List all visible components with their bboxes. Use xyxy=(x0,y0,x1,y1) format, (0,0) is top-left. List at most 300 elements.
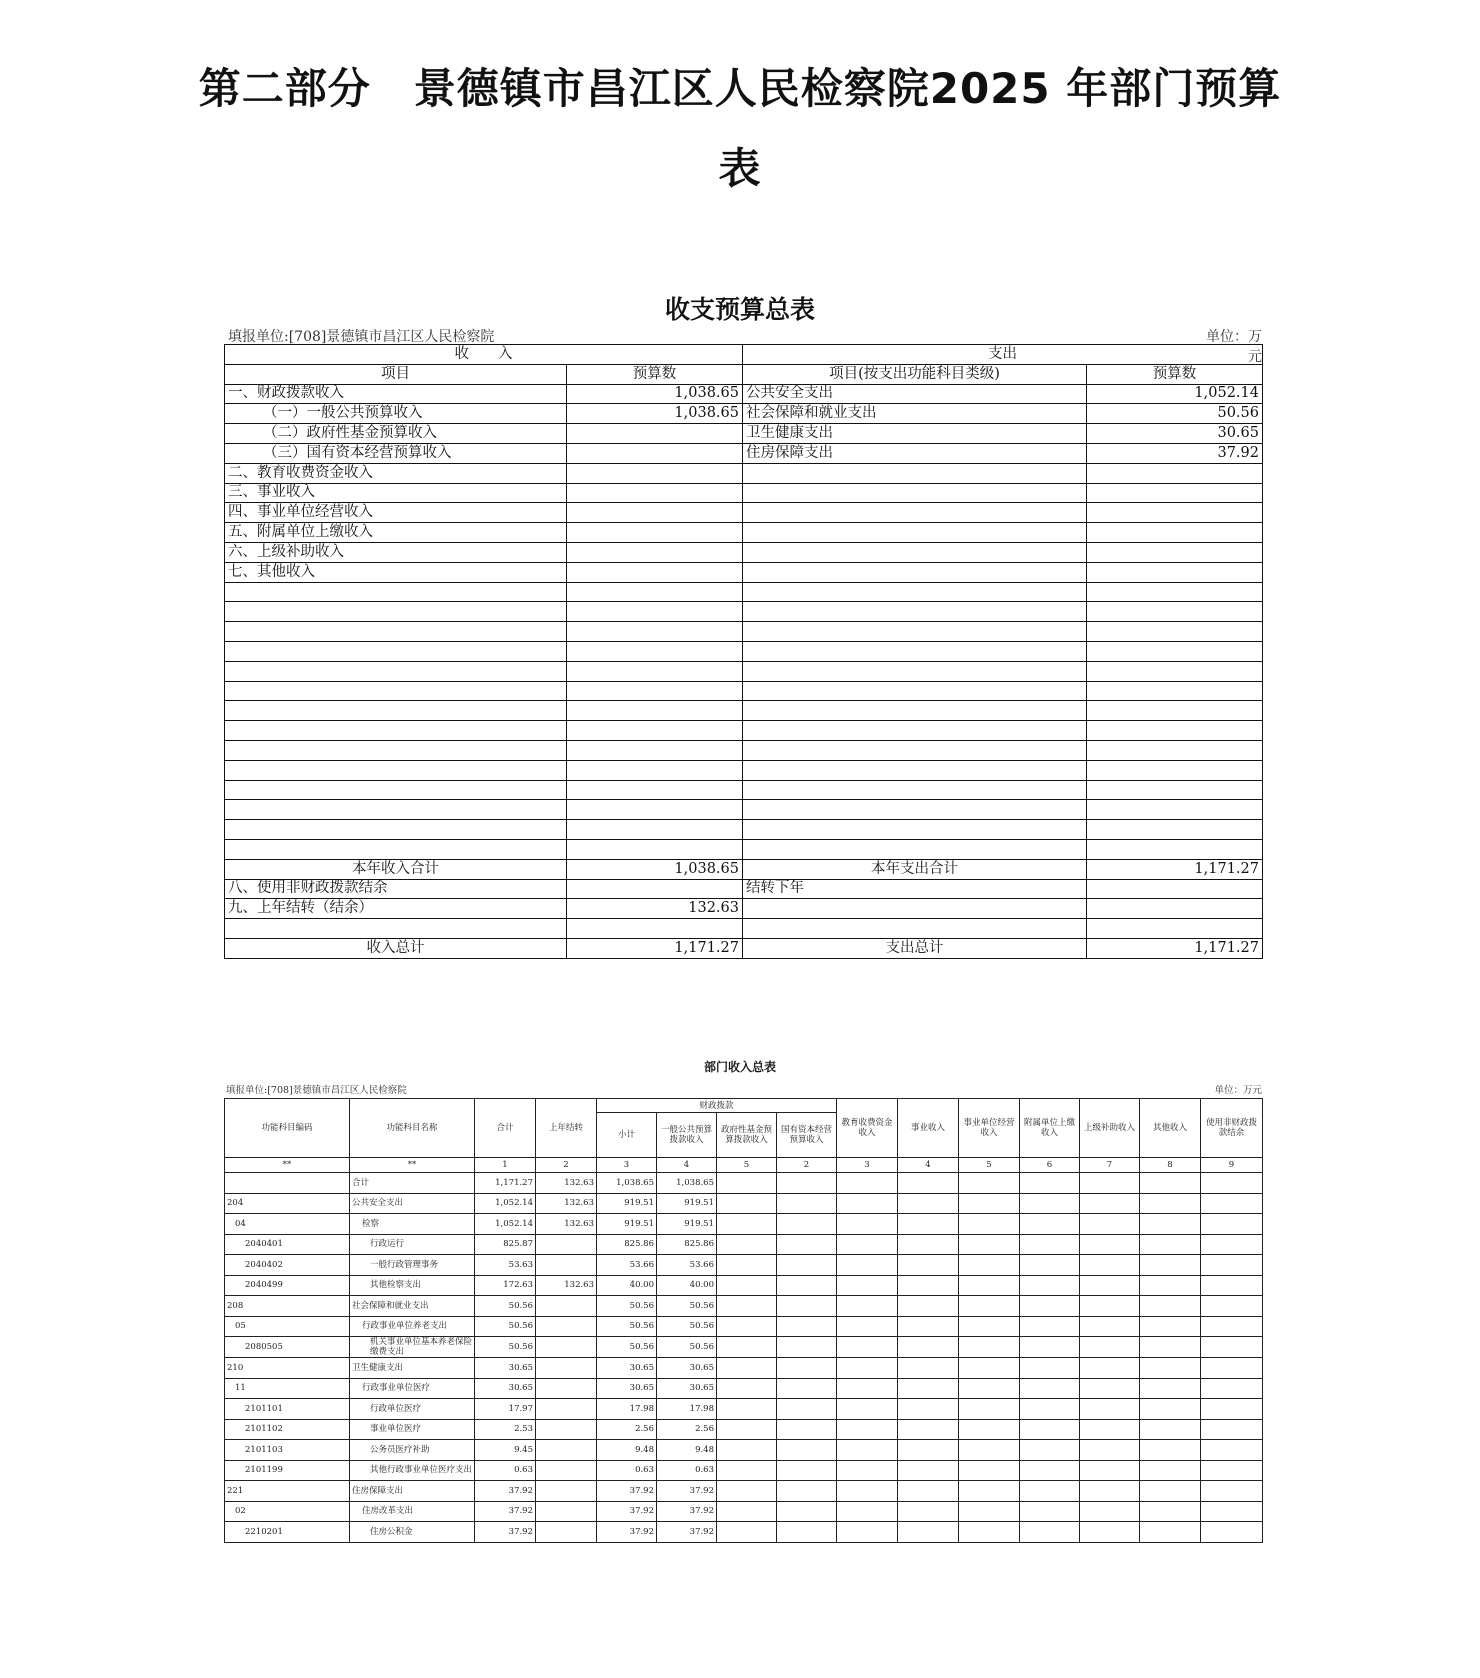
function-name: 其他行政事业单位医疗支出 xyxy=(350,1460,475,1481)
empty-cell xyxy=(1201,1255,1263,1276)
empty-cell xyxy=(225,582,567,602)
general-value: 37.92 xyxy=(657,1481,717,1502)
income-value xyxy=(567,503,743,523)
empty-cell xyxy=(898,1193,959,1214)
total-value: 17.97 xyxy=(475,1399,536,1420)
row8-expense: 结转下年 xyxy=(743,879,1087,899)
empty-cell xyxy=(777,1316,837,1337)
column-index: 2 xyxy=(536,1158,597,1173)
carryover-value: 132.63 xyxy=(536,1173,597,1194)
subtotal-value: 9.48 xyxy=(597,1440,657,1461)
table-row xyxy=(225,701,1263,721)
function-name: 行政事业单位医疗 xyxy=(350,1378,475,1399)
table-row xyxy=(225,820,1263,840)
table-row xyxy=(225,1419,1263,1440)
empty-cell xyxy=(1201,1173,1263,1194)
total-expense-value: 1,171.27 xyxy=(1087,859,1263,879)
empty-cell xyxy=(1087,661,1263,681)
subtotal-value: 37.92 xyxy=(597,1522,657,1543)
empty-cell xyxy=(959,1193,1020,1214)
empty-cell xyxy=(1080,1378,1140,1399)
row9-label: 九、上年结转（结余） xyxy=(225,899,567,919)
empty-cell xyxy=(959,1419,1020,1440)
unit-label: 单位：万元 xyxy=(1206,329,1262,365)
empty-cell xyxy=(567,582,743,602)
empty-cell xyxy=(1201,1399,1263,1420)
table-row xyxy=(225,740,1263,760)
empty-cell xyxy=(1087,740,1263,760)
general-value: 50.56 xyxy=(657,1337,717,1358)
income-item: （三）国有资本经营预算收入 xyxy=(225,443,567,463)
column-index: 3 xyxy=(837,1158,898,1173)
general-value: 825.86 xyxy=(657,1234,717,1255)
carryover-value xyxy=(536,1460,597,1481)
empty-cell xyxy=(743,701,1087,721)
function-name: 行政事业单位养老支出 xyxy=(350,1316,475,1337)
table-row xyxy=(225,760,1263,780)
total-value: 825.87 xyxy=(475,1234,536,1255)
empty-cell xyxy=(837,1501,898,1522)
total-value: 37.92 xyxy=(475,1501,536,1522)
empty-cell xyxy=(1201,1337,1263,1358)
row8-exp-value xyxy=(1087,879,1263,899)
empty-cell xyxy=(567,681,743,701)
subtotal-value: 30.65 xyxy=(597,1378,657,1399)
empty-cell xyxy=(1087,800,1263,820)
empty-cell xyxy=(1087,780,1263,800)
carryover-value xyxy=(536,1316,597,1337)
column-index: 4 xyxy=(898,1158,959,1173)
empty-cell xyxy=(1140,1234,1201,1255)
empty-cell xyxy=(567,919,743,939)
general-value: 50.56 xyxy=(657,1296,717,1317)
total-income-label: 本年收入合计 xyxy=(225,859,567,879)
empty-cell xyxy=(1201,1378,1263,1399)
empty-cell xyxy=(1201,1316,1263,1337)
empty-cell xyxy=(567,780,743,800)
empty-cell xyxy=(837,1337,898,1358)
general-value: 53.66 xyxy=(657,1255,717,1276)
expense-header: 支出 xyxy=(743,345,1263,365)
empty-cell xyxy=(567,740,743,760)
empty-cell xyxy=(1080,1522,1140,1543)
column-index: 8 xyxy=(1140,1158,1201,1173)
empty-cell xyxy=(717,1214,777,1235)
total-value: 172.63 xyxy=(475,1275,536,1296)
empty-cell xyxy=(1140,1440,1201,1461)
empty-cell xyxy=(717,1173,777,1194)
header-carryover: 上年结转 xyxy=(536,1099,597,1158)
function-code: 04 xyxy=(225,1214,350,1235)
empty-cell xyxy=(959,1399,1020,1420)
income-value xyxy=(567,542,743,562)
total-value: 1,171.27 xyxy=(475,1173,536,1194)
expense-item xyxy=(743,483,1087,503)
table-row xyxy=(225,582,1263,602)
empty-cell xyxy=(837,1358,898,1379)
table-row xyxy=(225,523,1263,543)
empty-cell xyxy=(1140,1214,1201,1235)
empty-cell xyxy=(743,582,1087,602)
empty-cell xyxy=(1020,1460,1080,1481)
general-value: 919.51 xyxy=(657,1214,717,1235)
header-nonfiscal: 使用非财政拨款结余 xyxy=(1201,1099,1263,1158)
carryover-value xyxy=(536,1481,597,1502)
empty-cell xyxy=(1087,622,1263,642)
empty-cell xyxy=(1201,1214,1263,1235)
unit-label-2: 单位：万元 xyxy=(1214,1085,1262,1096)
table-row xyxy=(225,641,1263,661)
total-value: 0.63 xyxy=(475,1460,536,1481)
empty-cell xyxy=(1140,1358,1201,1379)
empty-cell xyxy=(1087,582,1263,602)
empty-cell xyxy=(717,1419,777,1440)
empty-cell xyxy=(1020,1440,1080,1461)
income-value xyxy=(567,483,743,503)
empty-cell xyxy=(567,839,743,859)
empty-cell xyxy=(1020,1255,1080,1276)
empty-cell xyxy=(225,740,567,760)
header-other: 其他收入 xyxy=(1140,1099,1201,1158)
header-affiliated: 附属单位上缴收入 xyxy=(1020,1099,1080,1158)
function-code: 2101102 xyxy=(225,1419,350,1440)
expense-item: 卫生健康支出 xyxy=(743,424,1087,444)
empty-cell xyxy=(777,1481,837,1502)
general-value: 17.98 xyxy=(657,1399,717,1420)
empty-cell xyxy=(1201,1419,1263,1440)
row9-value: 132.63 xyxy=(567,899,743,919)
empty-cell xyxy=(1080,1399,1140,1420)
empty-cell xyxy=(959,1255,1020,1276)
empty-cell xyxy=(898,1481,959,1502)
income-header: 收 入 xyxy=(225,345,743,365)
empty-cell xyxy=(777,1234,837,1255)
function-name: 事业单位医疗 xyxy=(350,1419,475,1440)
empty-cell xyxy=(837,1419,898,1440)
empty-cell xyxy=(1020,1275,1080,1296)
reporting-unit-2: 填报单位:[708]景德镇市昌江区人民检察院 xyxy=(226,1085,407,1096)
income-summary-table xyxy=(224,1098,1263,1543)
table-row xyxy=(225,1522,1263,1543)
function-name: 住房改革支出 xyxy=(350,1501,475,1522)
table-row xyxy=(225,1214,1263,1235)
empty-cell xyxy=(225,701,567,721)
table-row xyxy=(225,879,1263,899)
subtotal-value: 1,038.65 xyxy=(597,1173,657,1194)
expense-value: 1,052.14 xyxy=(1087,384,1263,404)
empty-cell xyxy=(1140,1193,1201,1214)
function-code: 2040499 xyxy=(225,1275,350,1296)
empty-cell xyxy=(959,1378,1020,1399)
expense-value: 30.65 xyxy=(1087,424,1263,444)
empty-cell xyxy=(898,1501,959,1522)
table-row xyxy=(225,1399,1263,1420)
empty-cell xyxy=(837,1440,898,1461)
budget-summary-title: 收支预算总表 xyxy=(664,295,815,324)
empty-cell xyxy=(1087,919,1263,939)
document-title-continued: 表 xyxy=(718,144,762,193)
empty-cell xyxy=(743,839,1087,859)
empty-cell xyxy=(743,820,1087,840)
column-index: 2 xyxy=(777,1158,837,1173)
carryover-value: 132.63 xyxy=(536,1193,597,1214)
empty-cell xyxy=(777,1378,837,1399)
header-name: 功能科目名称 xyxy=(350,1099,475,1158)
empty-cell xyxy=(959,1522,1020,1543)
subtotal-value: 50.56 xyxy=(597,1316,657,1337)
header-superior: 上级补助收入 xyxy=(1080,1099,1140,1158)
income-value xyxy=(567,443,743,463)
carryover-value: 132.63 xyxy=(536,1214,597,1235)
empty-cell xyxy=(225,780,567,800)
empty-cell xyxy=(1201,1275,1263,1296)
expense-item: 社会保障和就业支出 xyxy=(743,404,1087,424)
empty-cell xyxy=(959,1337,1020,1358)
empty-cell xyxy=(898,1419,959,1440)
expense-value xyxy=(1087,503,1263,523)
empty-cell xyxy=(717,1460,777,1481)
empty-cell xyxy=(743,919,1087,939)
empty-cell xyxy=(1140,1460,1201,1481)
carryover-value xyxy=(536,1501,597,1522)
empty-cell xyxy=(898,1460,959,1481)
empty-cell xyxy=(898,1255,959,1276)
expense-item: 住房保障支出 xyxy=(743,443,1087,463)
function-code: 05 xyxy=(225,1316,350,1337)
general-value: 0.63 xyxy=(657,1460,717,1481)
subtotal-value: 919.51 xyxy=(597,1193,657,1214)
function-name: 行政单位医疗 xyxy=(350,1399,475,1420)
table-row xyxy=(225,404,1263,424)
general-value: 37.92 xyxy=(657,1501,717,1522)
function-name: 行政运行 xyxy=(350,1234,475,1255)
empty-cell xyxy=(837,1522,898,1543)
subtotal-value: 40.00 xyxy=(597,1275,657,1296)
total-value: 1,052.14 xyxy=(475,1214,536,1235)
empty-cell xyxy=(1080,1296,1140,1317)
function-name: 机关事业单位基本养老保险缴费支出 xyxy=(350,1337,475,1358)
empty-cell xyxy=(1080,1214,1140,1235)
general-value: 40.00 xyxy=(657,1275,717,1296)
empty-cell xyxy=(1140,1173,1201,1194)
empty-cell xyxy=(717,1378,777,1399)
empty-cell xyxy=(1140,1337,1201,1358)
empty-cell xyxy=(1140,1399,1201,1420)
empty-cell xyxy=(225,800,567,820)
empty-cell xyxy=(777,1193,837,1214)
table-row xyxy=(225,859,1263,879)
general-value: 37.92 xyxy=(657,1522,717,1543)
total-value: 1,052.14 xyxy=(475,1193,536,1214)
empty-cell xyxy=(567,800,743,820)
empty-cell xyxy=(959,1296,1020,1317)
carryover-value xyxy=(536,1337,597,1358)
header-subtotal: 小计 xyxy=(597,1113,657,1158)
empty-cell xyxy=(717,1481,777,1502)
empty-cell xyxy=(1201,1358,1263,1379)
empty-cell xyxy=(1087,602,1263,622)
empty-cell xyxy=(898,1296,959,1317)
function-code: 2080505 xyxy=(225,1337,350,1358)
function-name: 公共安全支出 xyxy=(350,1193,475,1214)
expense-value xyxy=(1087,562,1263,582)
column-index: ** xyxy=(225,1158,350,1173)
empty-cell xyxy=(1140,1501,1201,1522)
income-summary-title: 部门收入总表 xyxy=(703,1060,776,1074)
table-row xyxy=(225,1378,1263,1399)
function-code: 11 xyxy=(225,1378,350,1399)
table-row xyxy=(225,800,1263,820)
empty-cell xyxy=(717,1255,777,1276)
empty-cell xyxy=(1087,820,1263,840)
carryover-value xyxy=(536,1358,597,1379)
table-row xyxy=(225,681,1263,701)
subtotal-value: 37.92 xyxy=(597,1501,657,1522)
empty-cell xyxy=(1080,1440,1140,1461)
total-value: 37.92 xyxy=(475,1522,536,1543)
table-row xyxy=(225,562,1263,582)
empty-cell xyxy=(1080,1234,1140,1255)
empty-cell xyxy=(898,1440,959,1461)
expense-value xyxy=(1087,523,1263,543)
empty-cell xyxy=(225,820,567,840)
carryover-value xyxy=(536,1234,597,1255)
column-index: 5 xyxy=(717,1158,777,1173)
table-row xyxy=(225,919,1263,939)
grand-expense-label: 支出总计 xyxy=(743,938,1087,958)
carryover-value xyxy=(536,1255,597,1276)
empty-cell xyxy=(567,641,743,661)
subtotal-value: 50.56 xyxy=(597,1296,657,1317)
empty-cell xyxy=(1201,1440,1263,1461)
empty-cell xyxy=(743,622,1087,642)
expense-item xyxy=(743,463,1087,483)
empty-cell xyxy=(777,1358,837,1379)
expense-item xyxy=(743,542,1087,562)
empty-cell xyxy=(225,661,567,681)
expense-value xyxy=(1087,483,1263,503)
empty-cell xyxy=(1140,1419,1201,1440)
income-value xyxy=(567,523,743,543)
table-row xyxy=(225,1173,1263,1194)
empty-cell xyxy=(717,1275,777,1296)
general-value: 919.51 xyxy=(657,1193,717,1214)
total-value: 2.53 xyxy=(475,1419,536,1440)
header-total: 合计 xyxy=(475,1099,536,1158)
income-value: 1,038.65 xyxy=(567,384,743,404)
empty-cell xyxy=(1087,760,1263,780)
header-education: 教育收费资金收入 xyxy=(837,1099,898,1158)
empty-cell xyxy=(717,1440,777,1461)
subtotal-value: 825.86 xyxy=(597,1234,657,1255)
subtotal-value: 0.63 xyxy=(597,1460,657,1481)
income-item: （二）政府性基金预算收入 xyxy=(225,424,567,444)
header-state-capital: 国有资本经营预算收入 xyxy=(777,1113,837,1158)
empty-cell xyxy=(777,1255,837,1276)
table-row xyxy=(225,1337,1263,1358)
empty-cell xyxy=(898,1214,959,1235)
empty-cell xyxy=(567,721,743,741)
empty-cell xyxy=(717,1296,777,1317)
empty-cell xyxy=(777,1296,837,1317)
empty-cell xyxy=(837,1193,898,1214)
empty-cell xyxy=(743,740,1087,760)
carryover-value xyxy=(536,1440,597,1461)
document-title: 第二部分 景德镇市昌江区人民检察院2025 年部门预算 xyxy=(198,64,1282,113)
carryover-value: 132.63 xyxy=(536,1275,597,1296)
general-value: 30.65 xyxy=(657,1378,717,1399)
function-code: 208 xyxy=(225,1296,350,1317)
empty-cell xyxy=(777,1173,837,1194)
subtotal-value: 919.51 xyxy=(597,1214,657,1235)
reporting-unit: 填报单位:[708]景德镇市昌江区人民检察院 xyxy=(228,329,495,345)
function-name: 住房公积金 xyxy=(350,1522,475,1543)
empty-cell xyxy=(1140,1522,1201,1543)
column-index: 6 xyxy=(1020,1158,1080,1173)
function-name: 一般行政管理事务 xyxy=(350,1255,475,1276)
function-name: 卫生健康支出 xyxy=(350,1358,475,1379)
empty-cell xyxy=(959,1481,1020,1502)
column-index: 9 xyxy=(1201,1158,1263,1173)
col-budget: 预算数 xyxy=(567,364,743,384)
empty-cell xyxy=(1087,701,1263,721)
carryover-value xyxy=(536,1522,597,1543)
function-code: 2040401 xyxy=(225,1234,350,1255)
empty-cell xyxy=(1020,1358,1080,1379)
empty-cell xyxy=(837,1460,898,1481)
row8-label: 八、使用非财政拨款结余 xyxy=(225,879,567,899)
table-row xyxy=(225,1193,1263,1214)
empty-cell xyxy=(225,641,567,661)
total-value: 30.65 xyxy=(475,1358,536,1379)
income-item: 五、附属单位上缴收入 xyxy=(225,523,567,543)
function-code: 2210201 xyxy=(225,1522,350,1543)
empty-cell xyxy=(1087,681,1263,701)
empty-cell xyxy=(743,602,1087,622)
empty-cell xyxy=(1020,1173,1080,1194)
function-name: 其他检察支出 xyxy=(350,1275,475,1296)
header-general: 一般公共预算拨款收入 xyxy=(657,1113,717,1158)
table-row xyxy=(225,1234,1263,1255)
empty-cell xyxy=(717,1358,777,1379)
empty-cell xyxy=(837,1173,898,1194)
empty-cell xyxy=(1201,1501,1263,1522)
budget-summary-table xyxy=(224,344,1263,959)
empty-cell xyxy=(837,1296,898,1317)
empty-cell xyxy=(1087,721,1263,741)
table-row xyxy=(225,839,1263,859)
expense-item: 公共安全支出 xyxy=(743,384,1087,404)
empty-cell xyxy=(743,681,1087,701)
column-index: ** xyxy=(350,1158,475,1173)
subtotal-value: 53.66 xyxy=(597,1255,657,1276)
function-code: 204 xyxy=(225,1193,350,1214)
empty-cell xyxy=(743,721,1087,741)
empty-cell xyxy=(837,1399,898,1420)
column-index: 3 xyxy=(597,1158,657,1173)
col-expense-item: 项目(按支出功能科目类级) xyxy=(743,364,1087,384)
empty-cell xyxy=(1080,1481,1140,1502)
function-name: 检察 xyxy=(350,1214,475,1235)
empty-cell xyxy=(1020,1501,1080,1522)
empty-cell xyxy=(898,1378,959,1399)
table-row xyxy=(225,661,1263,681)
general-value: 50.56 xyxy=(657,1316,717,1337)
column-index: 7 xyxy=(1080,1158,1140,1173)
income-item: 四、事业单位经营收入 xyxy=(225,503,567,523)
empty-cell xyxy=(777,1440,837,1461)
table-row xyxy=(225,443,1263,463)
